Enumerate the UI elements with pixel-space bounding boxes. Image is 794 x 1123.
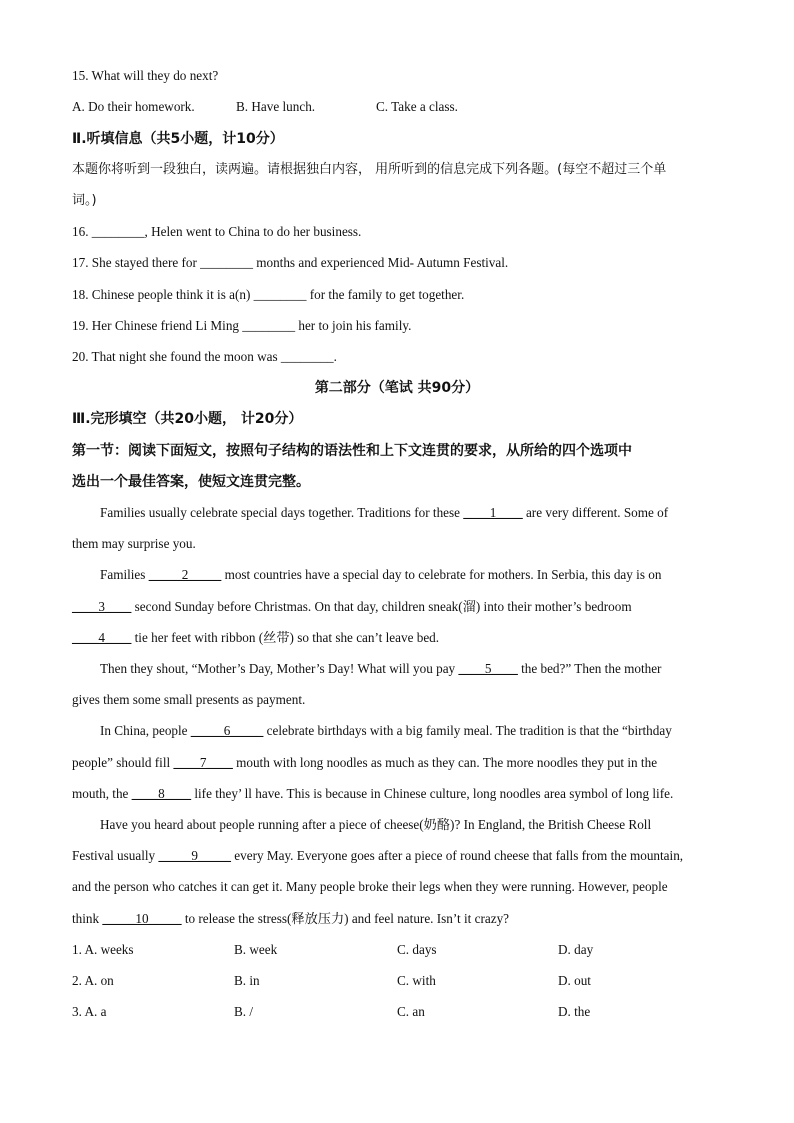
q15-option-a: A. Do their homework. — [72, 99, 195, 114]
blank-6: _____6_____ — [190, 723, 264, 738]
passage-line — [100, 722, 724, 740]
passage-text: Then they shout, “Mother’s Day, Mother’s Day! What will you pay — [100, 661, 459, 676]
passage-line — [72, 629, 724, 647]
question-20: 20. That night she found the moon was ________. — [72, 349, 337, 364]
passage-line — [72, 847, 724, 865]
section-3-heading: Ⅲ.完形填空（共20小题， 计20分） — [72, 411, 303, 427]
passage-text: to release the stress(释放压力) and feel nature. Isn’t it crazy? — [181, 911, 510, 926]
passage-line — [72, 754, 724, 772]
passage-text: think — [72, 911, 103, 926]
passage-line: them may surprise you. — [72, 536, 196, 551]
passage-text: people” should fill — [72, 755, 174, 770]
choice-2-b: B. in — [234, 973, 260, 988]
choice-3-d: D. the — [558, 1004, 591, 1019]
blank-1: ____1____ — [463, 505, 523, 520]
passage-text: celebrate birthdays with a big family meal. The tradition is that the “birthday — [263, 723, 672, 738]
passage-line: gives them some small presents as payment. — [72, 692, 306, 707]
question-16: 16. ________, Helen went to China to do her business. — [72, 224, 362, 239]
choice-3-a: 3. A. a — [72, 1004, 107, 1019]
passage-text: the bed?” Then the mother — [517, 661, 662, 676]
choice-2-d: D. out — [558, 973, 591, 988]
q15-option-b: B. Have lunch. — [236, 99, 316, 114]
passage-text: Families usually celebrate special days together. Traditions for these — [100, 505, 464, 520]
passage-text: mouth with long noodles as much as they can. The more noodles they put in the — [232, 755, 658, 770]
question-18: 18. Chinese people think it is a(n) ________ for the family to get together. — [72, 287, 465, 302]
question-17: 17. She stayed there for ________ months and experienced Mid- Autumn Festival. — [72, 255, 509, 270]
choice-3-c: C. an — [397, 1004, 425, 1019]
section-3-instruction-1: 第一节：阅读下面短文，按照句子结构的语法性和上下文连贯的要求，从所给的四个选项中 — [72, 443, 632, 459]
blank-9: _____9_____ — [158, 848, 231, 863]
blank-3: ____3____ — [72, 599, 132, 614]
choice-1-a: 1. A. weeks — [72, 942, 134, 957]
passage-text: Families — [100, 567, 149, 582]
passage-text: are very different. Some of — [522, 505, 669, 520]
blank-5: ____5____ — [458, 661, 518, 676]
passage-line — [72, 910, 724, 928]
blank-4: ____4____ — [72, 630, 132, 645]
passage-text: most countries have a special day to celebrate for mothers. In Serbia, this day is on — [221, 567, 662, 582]
section-2-instruction-1: 本题你将听到一段独白，读两遍。请根据独白内容， 用所听到的信息完成下列各题。(每空不超过三个单 — [72, 162, 667, 177]
choice-1-c: C. days — [397, 942, 437, 957]
passage-line — [100, 660, 724, 678]
passage-text: every May. Everyone goes after a piece of round cheese that falls from the mountain, — [230, 848, 684, 863]
passage-text: In China, people — [100, 723, 191, 738]
passage-text: Festival usually — [72, 848, 159, 863]
section-2-instruction-2: 词。) — [72, 193, 97, 208]
section-3-instruction-2: 选出一个最佳答案，使短文连贯完整。 — [72, 474, 310, 490]
part-2-title: 第二部分（笔试 共90分） — [314, 380, 480, 396]
passage-text: mouth, the — [72, 786, 132, 801]
passage-line — [100, 566, 724, 584]
passage-line — [72, 785, 724, 803]
choice-3-b: B. / — [234, 1004, 254, 1019]
blank-2: _____2_____ — [148, 567, 222, 582]
section-2-heading: Ⅱ.听填信息（共5小题，计10分） — [72, 131, 284, 147]
passage-line — [72, 598, 724, 616]
choice-2-c: C. with — [397, 973, 436, 988]
choice-1-d: D. day — [558, 942, 594, 957]
blank-10: _____10_____ — [102, 911, 182, 926]
passage-text: tie her feet with ribbon (丝带) so that she can’t leave bed. — [131, 630, 440, 645]
q15-option-c: C. Take a class. — [376, 99, 458, 114]
passage-text: second Sunday before Christmas. On that day, children sneak(溜) into their mother’s bedroom — [131, 599, 632, 614]
choice-2-a: 2. A. on — [72, 973, 114, 988]
passage-text: life they’ ll have. This is because in Chinese culture, long noodles area symbol of long life. — [191, 786, 674, 801]
blank-8: ____8____ — [131, 786, 192, 801]
passage-line — [100, 504, 724, 522]
passage-line: and the person who catches it can get it. Many people broke their legs when they were running. However, people — [72, 879, 668, 894]
question-19: 19. Her Chinese friend Li Ming ________ her to join his family. — [72, 318, 412, 333]
blank-7: ____7____ — [173, 755, 233, 770]
choice-1-b: B. week — [234, 942, 278, 957]
passage-line: Have you heard about people running after a piece of cheese(奶酪)? In England, the British Cheese Roll — [100, 817, 652, 832]
question-15: 15. What will they do next? — [72, 68, 219, 83]
